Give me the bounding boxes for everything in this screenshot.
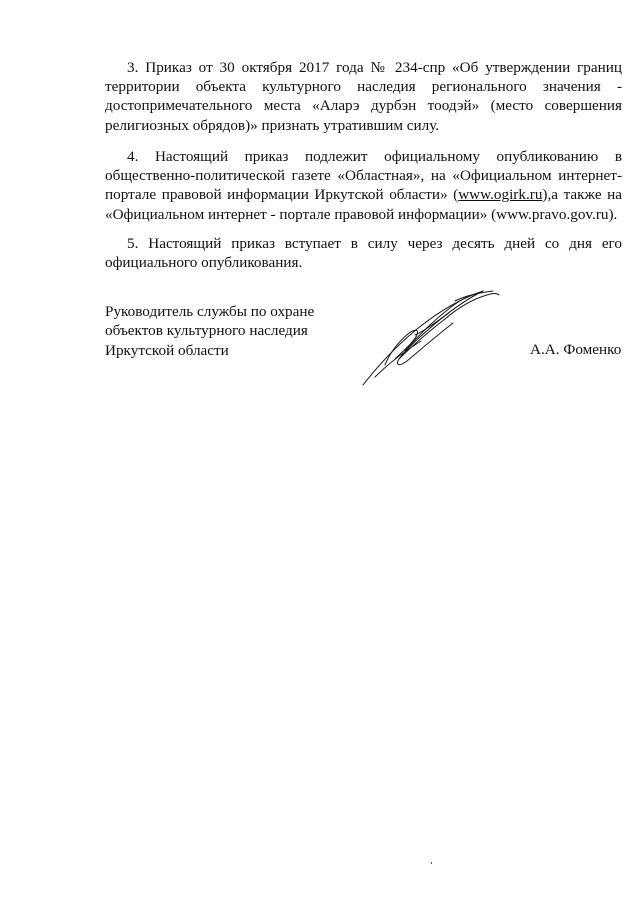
signer-position-line-1: Руководитель службы по охране (105, 303, 315, 320)
ogirk-link[interactable]: www.ogirk.ru (458, 186, 543, 204)
signature-icon (355, 285, 505, 390)
paragraph-4-text-end: ),а также на «Официальном интернет - портале правовой информации» (www.pravo.gov.ru). (105, 186, 622, 223)
signer-position-line-3: Иркутской области (105, 341, 229, 359)
paragraph-4 (105, 147, 622, 224)
signer-position (105, 302, 365, 360)
paragraph-5: 5. Настоящий приказ вступает в силу через десять дней со дня его официального опубликования. (105, 235, 622, 272)
signer-position-line-2: объектов культурного наследия (105, 322, 308, 340)
paragraph-4-text-start: 4. Настоящий приказ подлежит официальному опубликованию в общественно-политической газете «Областная», на «Официальном интернет-портале правовой информации Иркутской области» ( (105, 148, 622, 204)
paragraph-3: 3. Приказ от 30 октября 2017 года № 234-спр «Об утверждении границ территории объекта культурного наследия регионального значения - достопримечательного места «Аларэ дурбэн тоодэй» (место совершения религиозных обрядов)» признать утратившим силу. (105, 59, 622, 134)
signer-name: А.А. Фоменко (530, 341, 622, 358)
scan-mark (431, 862, 432, 864)
